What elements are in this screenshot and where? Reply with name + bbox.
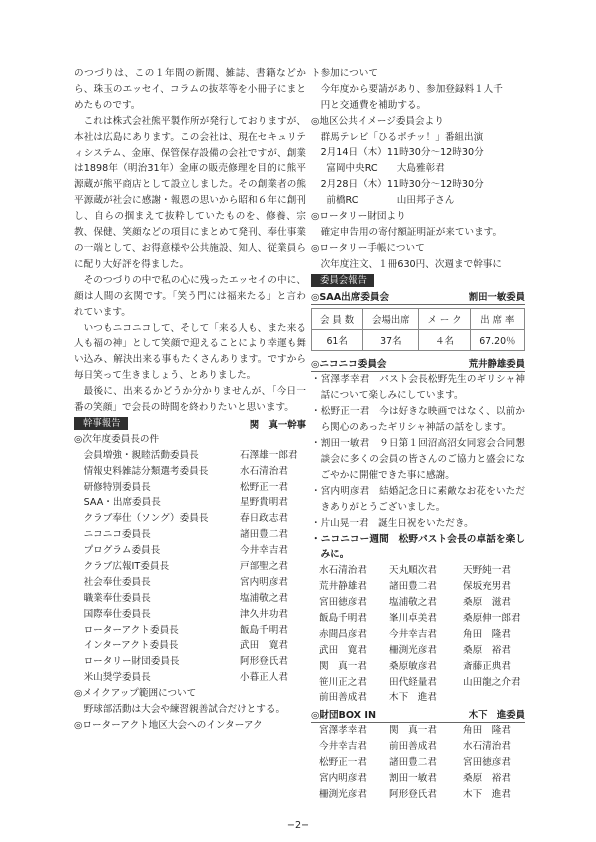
member-name: 斎藤正典君 — [463, 660, 511, 672]
attendance-header-row — [312, 309, 525, 330]
member-name: 角田 隆君 — [463, 725, 511, 737]
announcement-line: 2月28日（木）11時30分～12時30分 — [320, 179, 484, 191]
member-name: 赤間昌彦君 — [319, 628, 367, 640]
member-name: 桑原 裕君 — [463, 773, 511, 785]
week-heading: ・ニコニコー週間 松野パスト会長の卓話を楽しみに。 — [311, 533, 525, 561]
member-name: 笹川正之君 — [319, 676, 367, 688]
committee-member: 星野貴明君 — [240, 497, 288, 509]
member-name: 水石清治君 — [463, 741, 511, 753]
member-name: 木下 進君 — [463, 788, 511, 800]
attendance-header-cell: メ ー ク — [419, 309, 470, 330]
rotaract-heading: ◎ローターアクト地区大会へのインターアク — [74, 719, 263, 731]
committee-row — [74, 559, 306, 575]
member-name: 前田善成君 — [389, 741, 437, 753]
committee-row — [74, 448, 306, 464]
kanji-report-header — [74, 416, 306, 432]
committee-row — [74, 607, 306, 623]
niko-item: ・片山晃一君 誕生日祝をいただき。 — [311, 517, 474, 529]
attendance-value-row — [312, 330, 525, 351]
left-column — [74, 66, 306, 734]
announcement-line: 前橋RC 山田邦子さん — [326, 195, 455, 207]
committee-row — [74, 623, 306, 639]
committee-role: 職業奉仕委員長 — [83, 592, 151, 604]
intro-paragraph-4: いつもニコニコして、そして「来る人も、また来る人も福の神」として笑顔で迎えることにより幸運も舞い込み、解決出来る事もたくさんあります。ですから毎日笑って生きましょう、とありました。 — [74, 322, 306, 382]
announcement-line: ◎ロータリー財団より — [311, 211, 406, 223]
committee-row — [74, 638, 306, 654]
makeup-heading: ◎メイクアップ範囲について — [74, 688, 197, 700]
committee-member: 諸田豊二君 — [240, 529, 288, 541]
announcement-line: 次年度注文、１冊630円、次週まで幹事に — [320, 258, 502, 270]
committee-row — [74, 464, 306, 480]
committee-list — [74, 448, 306, 686]
member-name: 天丸順次君 — [389, 565, 437, 577]
announcement-line: 富岡中央RC 大島雅彰君 — [326, 163, 445, 175]
committee-row — [74, 495, 306, 511]
member-name: 山田龍之介君 — [463, 676, 521, 688]
committee-member: 武田 寛君 — [240, 640, 288, 652]
member-name: 今井幸吉君 — [319, 741, 367, 753]
committee-row — [74, 480, 306, 496]
page-number: −2− — [286, 820, 310, 831]
announcement-line: 今年度から要請があり、参加登録料１人千 — [320, 83, 503, 95]
committee-role: ローターアクト委員長 — [83, 624, 179, 636]
niko-items — [311, 372, 525, 531]
member-name: 水石清治君 — [319, 565, 367, 577]
niko-item: ・宮内明彦君 結婚記念日に素敵なお花をいただきありがとうございました。 — [311, 485, 525, 513]
member-name: 宮田徳彦君 — [319, 597, 367, 609]
committee-role: ロータリー財団委員長 — [83, 656, 180, 668]
attendance-value-cell: ４名 — [419, 330, 470, 351]
member-name: 桑原敏彦君 — [389, 660, 437, 672]
member-name: 宮澤孝幸君 — [319, 725, 367, 737]
attendance-value-cell: 37名 — [363, 330, 419, 351]
committee-member: 宮内明彦君 — [240, 576, 288, 588]
announcement-line: 2月14日（木）11時30分～12時30分 — [320, 147, 484, 159]
kanji-report-tag: 幹事報告 — [74, 417, 128, 430]
member-name: 天野純一君 — [463, 565, 511, 577]
attendance-header-cell: 出 席 率 — [470, 309, 524, 330]
committee-member: 阿形登氏君 — [240, 656, 288, 668]
right-column — [311, 66, 525, 803]
box-names-grid — [311, 723, 525, 802]
committee-row — [74, 654, 306, 670]
member-name: 田代経量君 — [389, 676, 437, 688]
member-name: 荒井静雄君 — [319, 581, 367, 593]
niko-section-header — [311, 355, 525, 372]
attendance-value-cell: 61名 — [312, 330, 363, 351]
announcement-line: 円と交通費を補助する。 — [320, 99, 427, 111]
committee-role: 国際奉仕委員長 — [83, 608, 151, 620]
intro-paragraph-1: のつづりは、この１年間の新聞、雑誌、書籍などから、珠玉のエッセイ、コラムの抜萃等を小冊子にまとめたものです。 — [74, 68, 306, 111]
member-name: 武田 寛君 — [319, 644, 367, 656]
committee-role: 情報史料雑誌分類選考委員長 — [83, 465, 209, 477]
member-name: 阿形登氏君 — [389, 788, 437, 800]
announcement-line: ◎ロータリー手帳について — [311, 242, 425, 254]
committee-report-header — [311, 273, 525, 289]
committee-member: 飯島千明君 — [240, 624, 288, 636]
committee-member: 戸部聖之君 — [240, 560, 288, 572]
committee-role: クラブ奉仕（ソング）委員長 — [83, 513, 209, 525]
announcement-line: 群馬テレビ「ひるポチッ！」番組出演 — [320, 131, 484, 143]
committee-row — [74, 575, 306, 591]
niko-item: ・松野正一君 今は好きな映画ではなく、以前から関心のあったギリシャ神話の話をします。 — [311, 406, 525, 434]
member-name: 塩浦敬之君 — [389, 597, 437, 609]
committee-member: 小暮正人君 — [240, 672, 288, 684]
member-name: 桑原伸一郎君 — [463, 613, 521, 625]
niko-author: 荒井静雄委員 — [468, 359, 525, 371]
committee-role: ニコニコ委員長 — [83, 529, 151, 541]
member-name: 諸田豊二君 — [389, 757, 437, 769]
member-name: 角田 隆君 — [463, 628, 511, 640]
member-name: 諸田豊二君 — [389, 581, 437, 593]
box-title: ◎財団BOX IN — [311, 710, 377, 722]
member-name: 前田善成君 — [319, 692, 367, 704]
committee-role: SAA・出席委員長 — [83, 497, 161, 509]
member-name: 松野正一君 — [319, 757, 367, 769]
saa-title: ◎SAA出席委員会 — [311, 292, 390, 304]
niko-item: ・宮澤孝幸君 パスト会長松野先生のギリシャ神話について楽しみにしています。 — [311, 374, 525, 402]
attendance-header-cell: 会 員 数 — [312, 309, 363, 330]
saa-author: 割田一敏委員 — [468, 292, 525, 304]
member-name: 桑原 裕君 — [463, 644, 511, 656]
member-name: 柵渕光彦君 — [319, 788, 367, 800]
committee-member: 津久井功君 — [240, 608, 288, 620]
box-section-header — [311, 706, 525, 723]
next-year-heading: ◎次年度委員長の件 — [74, 433, 160, 445]
committee-report-tag: 委員会報告 — [311, 274, 374, 287]
announcement-line: ◎地区公共イメージ委員会より — [311, 115, 444, 127]
member-name: 木下 進君 — [389, 692, 437, 704]
committee-row — [74, 543, 306, 559]
member-name: 関 真一君 — [319, 660, 367, 672]
committee-row — [74, 511, 306, 527]
committee-member: 春日政志君 — [240, 513, 288, 525]
announcement-lines — [311, 66, 525, 273]
member-name: 宮内明彦君 — [319, 773, 367, 785]
member-name: 関 真一君 — [389, 725, 437, 737]
committee-role: クラブ広報IT委員長 — [83, 560, 170, 572]
niko-item: ・割田一敏君 ９日第１回沼高沼女同窓会合同懇談会に多くの会員の皆さんのご協力と盛会になごやかに開催できた事に感謝。 — [311, 438, 525, 481]
committee-member: 今井幸吉君 — [240, 545, 288, 557]
committee-member: 石澤雄一郎君 — [240, 449, 298, 461]
intro-paragraph-2: これは株式会社熊平製作所が発行しておりますが、本社は広島にあります。この会社は、現在セキュリティシステム、金庫、保管保存設備の会社ですが、創業は1898年（明治31年）金庫の販売修理を目的に熊平源蔵が熊平商店として設立しました。その創業者の熊平源蔵が社会に感謝・報恩の思いから昭和６年に創刊し、自らの掴まえて抜粋していたものを、修養、宗教、保健、笑顔などの項目にまとめて発刊、奉仕事業の一端として、お得意様や公共施設、知人、従業員らに配り大好評を得ました。 — [74, 115, 306, 270]
committee-row — [74, 670, 306, 686]
committee-role: 研修特別委員長 — [83, 481, 151, 493]
committee-role: 社会奉仕委員長 — [83, 576, 151, 588]
member-name — [455, 690, 525, 706]
member-name: 柵渕光彦君 — [389, 644, 437, 656]
niko-title: ◎ニコニコ委員会 — [311, 359, 387, 371]
committee-member: 松野正一君 — [240, 481, 288, 493]
committee-role: プログラム委員長 — [83, 545, 161, 557]
attendance-value-cell: 67.20％ — [470, 330, 524, 351]
committee-role: 会員増強・親睦活動委員長 — [83, 449, 199, 461]
committee-member: 塩浦敬之君 — [240, 592, 288, 604]
attendance-table — [311, 308, 525, 351]
attendance-header-cell: 会場出席 — [363, 309, 419, 330]
member-name: 桑原 滋君 — [463, 597, 511, 609]
committee-row — [74, 591, 306, 607]
committee-role: インターアクト委員長 — [83, 640, 179, 652]
member-name: 飯島千明君 — [319, 613, 367, 625]
announcement-line: ト参加について — [311, 68, 378, 79]
week-names-grid — [311, 563, 525, 706]
intro-paragraph-3: そのつづりの中で私の心に残ったエッセイの中に、顔は人間の玄関です。「笑う門には福来たる」と言われています。 — [74, 274, 306, 318]
committee-member: 水石清治君 — [240, 465, 288, 477]
member-name: 割田一敏君 — [389, 773, 437, 785]
makeup-text: 野球部活動は大会や練習親善試合だけとする。 — [83, 703, 286, 715]
box-author: 木下 進委員 — [468, 710, 525, 722]
member-name: 峯川卓美君 — [389, 613, 437, 625]
member-name: 今井幸吉君 — [389, 628, 437, 640]
intro-paragraph-5: 最後に、出来るかどうか分かりませんが、「今日一番の笑顔」で会長の時間を終わりたいと思います。 — [74, 386, 306, 414]
member-name: 宮田徳彦君 — [463, 757, 511, 769]
member-name: 保坂充男君 — [463, 581, 511, 593]
announcement-line: 確定申告用の寄付額証明証が来ています。 — [320, 226, 503, 238]
kanji-report-author: 関 真一幹事 — [249, 419, 306, 431]
saa-section-header — [311, 288, 525, 305]
committee-role: 米山奨学委員長 — [83, 672, 151, 684]
committee-row — [74, 527, 306, 543]
